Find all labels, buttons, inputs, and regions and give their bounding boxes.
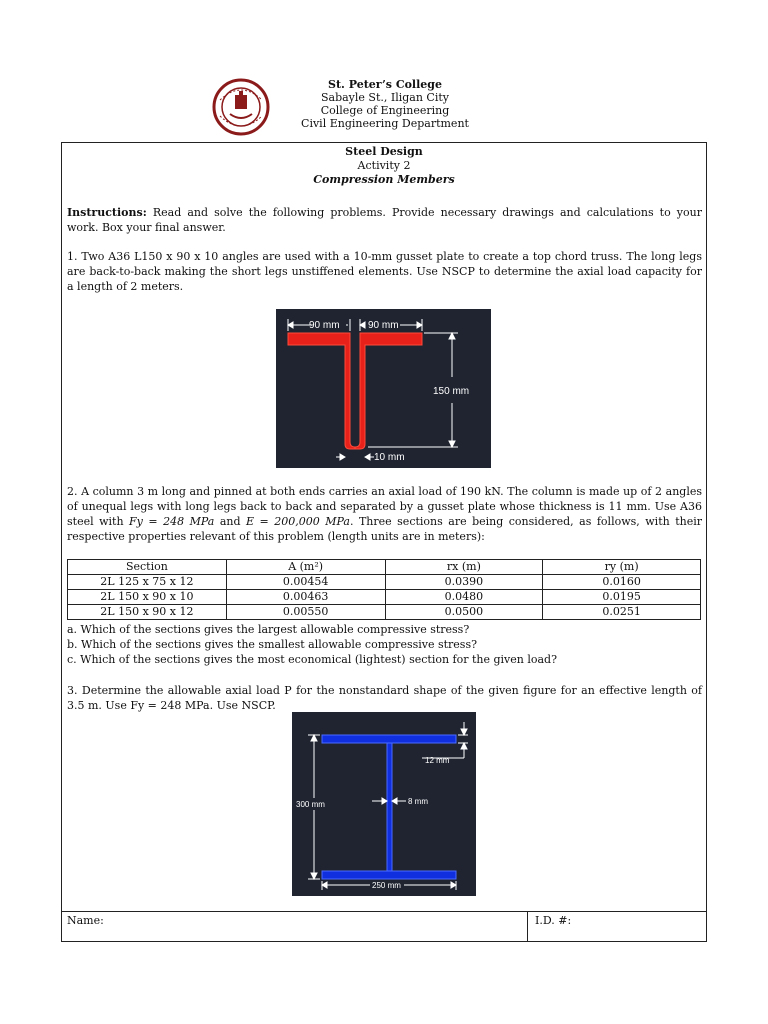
problem2-text-a: 2. A column 3 m long and pinned at both ends carries an axial load of 190 kN. The column is made up of 2 angles of unequal legs with long legs back to back and separated by a gusset plate whose thickness is 11 mm. Use A36 steel with — [67, 485, 702, 528]
table-cell: 0.0500 — [385, 605, 543, 620]
gap-dim: 10 mm — [374, 452, 405, 463]
table-cell: 2L 125 x 75 x 12 — [68, 575, 227, 590]
e-value: E = 200,000 MPa — [246, 515, 350, 528]
problem2-text — [67, 484, 702, 544]
right-leg-dim: 90 mm — [368, 320, 399, 331]
question-c: c. Which of the sections gives the most economical (lightest) section for the given load? — [67, 653, 557, 666]
web-thk-dim: 8 mm — [408, 797, 428, 806]
instructions-text: Read and solve the following problems. Provide necessary drawings and calculations to your work. Box your final answer. — [67, 206, 702, 234]
table-cell: 2L 150 x 90 x 10 — [68, 590, 227, 605]
table-row — [68, 605, 701, 620]
question-a: a. Which of the sections gives the largest allowable compressive stress? — [67, 623, 470, 636]
bottom-flange — [322, 871, 456, 879]
college-header — [290, 78, 480, 130]
student-info-row — [61, 911, 707, 942]
table-cell: 0.00454 — [226, 575, 385, 590]
problem3-text: 3. Determine the allowable axial load P for the nonstandard shape of the given figure for an effective length of 3.5 m. Use Fy = 248 MPa. Use NSCP. — [67, 684, 702, 712]
table-cell: 0.00463 — [226, 590, 385, 605]
college-address: Sabayle St., Iligan City — [320, 91, 449, 104]
instructions — [67, 205, 702, 235]
left-angle-shape — [288, 333, 355, 449]
flange-thk-dim: 12 mm — [425, 756, 450, 765]
problem3-figure — [292, 712, 476, 896]
depth-dim: 150 mm — [433, 386, 470, 397]
sections-table — [67, 559, 701, 620]
table-row — [68, 575, 701, 590]
college-seal — [206, 78, 276, 136]
activity-number: Activity 2 — [357, 159, 411, 172]
subject-title: Steel Design — [345, 145, 423, 158]
table-header: ry (m) — [543, 560, 701, 575]
question-b: b. Which of the sections gives the smallest allowable compressive stress? — [67, 638, 477, 651]
width-dim: 250 mm — [372, 881, 401, 890]
name-label: Name: — [67, 914, 104, 927]
web — [387, 743, 392, 871]
department-name: Civil Engineering Department — [301, 117, 469, 130]
college-name: St. Peter’s College — [328, 78, 442, 91]
table-cell: 0.0390 — [385, 575, 543, 590]
problem1-figure — [276, 309, 491, 468]
table-cell: 0.0251 — [543, 605, 701, 620]
id-label: I.D. #: — [535, 914, 572, 927]
table-cell: 0.0480 — [385, 590, 543, 605]
table-cell: 2L 150 x 90 x 12 — [68, 605, 227, 620]
divider — [527, 912, 528, 942]
table-cell: 0.0160 — [543, 575, 701, 590]
table-header-row — [68, 560, 701, 575]
table-cell: 0.0195 — [543, 590, 701, 605]
top-flange — [322, 735, 456, 743]
table-header: rx (m) — [385, 560, 543, 575]
college-unit: College of Engineering — [320, 104, 450, 117]
table-header: A (m²) — [226, 560, 385, 575]
right-angle-shape — [355, 333, 422, 449]
table-row — [68, 590, 701, 605]
table-cell: 0.00550 — [226, 605, 385, 620]
depth-dim: 300 mm — [296, 800, 325, 809]
fy-value: Fy = 248 MPa — [129, 515, 215, 528]
problem1-text: 1. Two A36 L150 x 90 x 10 angles are used with a 10-mm gusset plate to create a top chord truss. The long legs are back-to-back making the short legs unstiffened elements. Use NSCP to determine the axial load capacity for a length of 2 meters. — [67, 250, 702, 293]
problem2-text-b: . Three sections are being considered, as follows, with their respective properties relevant of this problem (length units are in meters): — [67, 515, 702, 543]
and-word: and — [214, 515, 247, 528]
topic-title: Compression Members — [313, 173, 455, 186]
table-header: Section — [68, 560, 227, 575]
left-leg-dim: 90 mm — [309, 320, 340, 331]
instructions-label: Instructions: — [67, 206, 147, 219]
